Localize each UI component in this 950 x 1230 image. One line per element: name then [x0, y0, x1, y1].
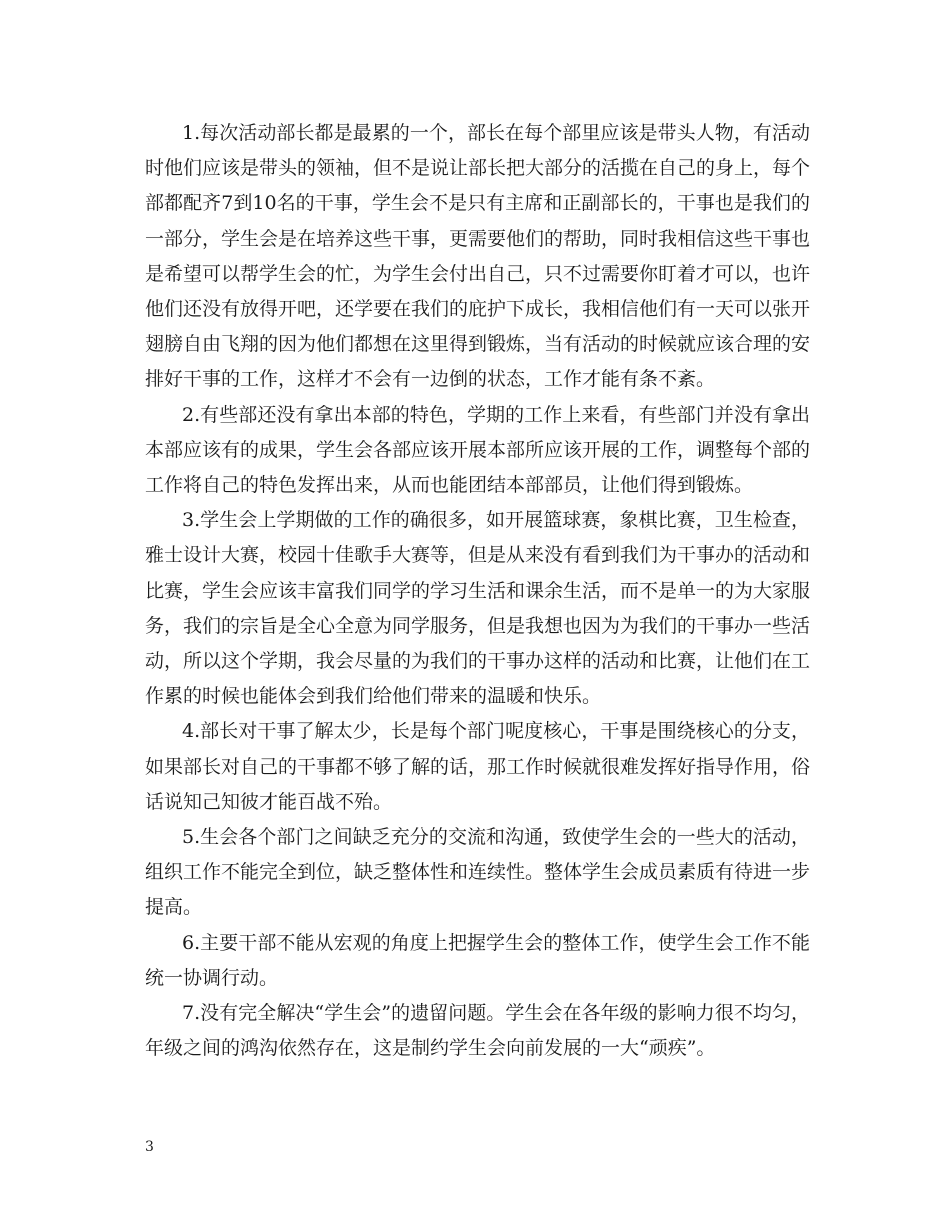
paragraph-3: 3.学生会上学期做的工作的确很多，如开展篮球赛，象棋比赛，卫生检查，雅士设计大赛，校园十佳歌手大赛等，但是从来没有看到我们为干事办的活动和比赛，学生会应该丰富我们同学的学习生活和课余生活，而不是单一的为大家服务，我们的宗旨是全心全意为同学服务，但是我想也因为为我们的干事办一些活动，所以这个学期，我会尽量的为我们的干事办这样的活动和比赛，让他们在工作累的时候也能体会到我们给他们带来的温暖和快乐。 — [145, 509, 811, 708]
page-number: 3 — [145, 1139, 154, 1155]
paragraph-5: 5.生会各个部门之间缺乏充分的交流和沟通，致使学生会的一些大的活动，组织工作不能完全到位，缺乏整体性和连续性。整体学生会成员素质有待进一步提高。 — [145, 826, 811, 919]
paragraph-1: 1.每次活动部长都是最累的一个，部长在每个部里应该是带头人物，有活动时他们应该是带头的领袖，但不是说让部长把大部分的活揽在自己的身上，每个部都配齐7到10名的干事，学生会不是只有主席和正副部长的，干事也是我们的一部分，学生会是在培养这些干事，更需要他们的帮助，同时我相信这些干事也是希望可以帮学生会的忙，为学生会付出自己，只不过需要你盯着才可以，也许他们还没有放得开吧，还学要在我们的庇护下成长，我相信他们有一天可以张开翅膀自由飞翔的因为他们都想在这里得到锻炼，当有活动的时候就应该合理的安排好干事的工作，这样才不会有一边倒的状态，工作才能有条不紊。 — [145, 122, 811, 391]
paragraph-6: 6.主要干部不能从宏观的角度上把握学生会的整体工作，使学生会工作不能统一协调行动。 — [145, 931, 810, 989]
document-body — [145, 116, 810, 1066]
paragraph-2: 2.有些部还没有拿出本部的特色，学期的工作上来看，有些部门并没有拿出本部应该有的成果，学生会各部应该开展本部所应该开展的工作，调整每个部的工作将自己的特色发挥出来，从而也能团结本部部员，让他们得到锻炼。 — [145, 403, 811, 497]
paragraph-7: 7.没有完全解决“学生会”的遗留问题。学生会在各年级的影响力很不均匀，年级之间的鸿沟依然存在，这是制约学生会向前发展的一大“顽疾”。 — [145, 1002, 810, 1060]
paragraph-4: 4.部长对干事了解太少，长是每个部门呢度核心，干事是围绕核心的分支，如果部长对自己的干事都不够了解的话，那工作时候就很难发挥好指导作用，俗话说知己知彼才能百战不殆。 — [145, 720, 811, 813]
